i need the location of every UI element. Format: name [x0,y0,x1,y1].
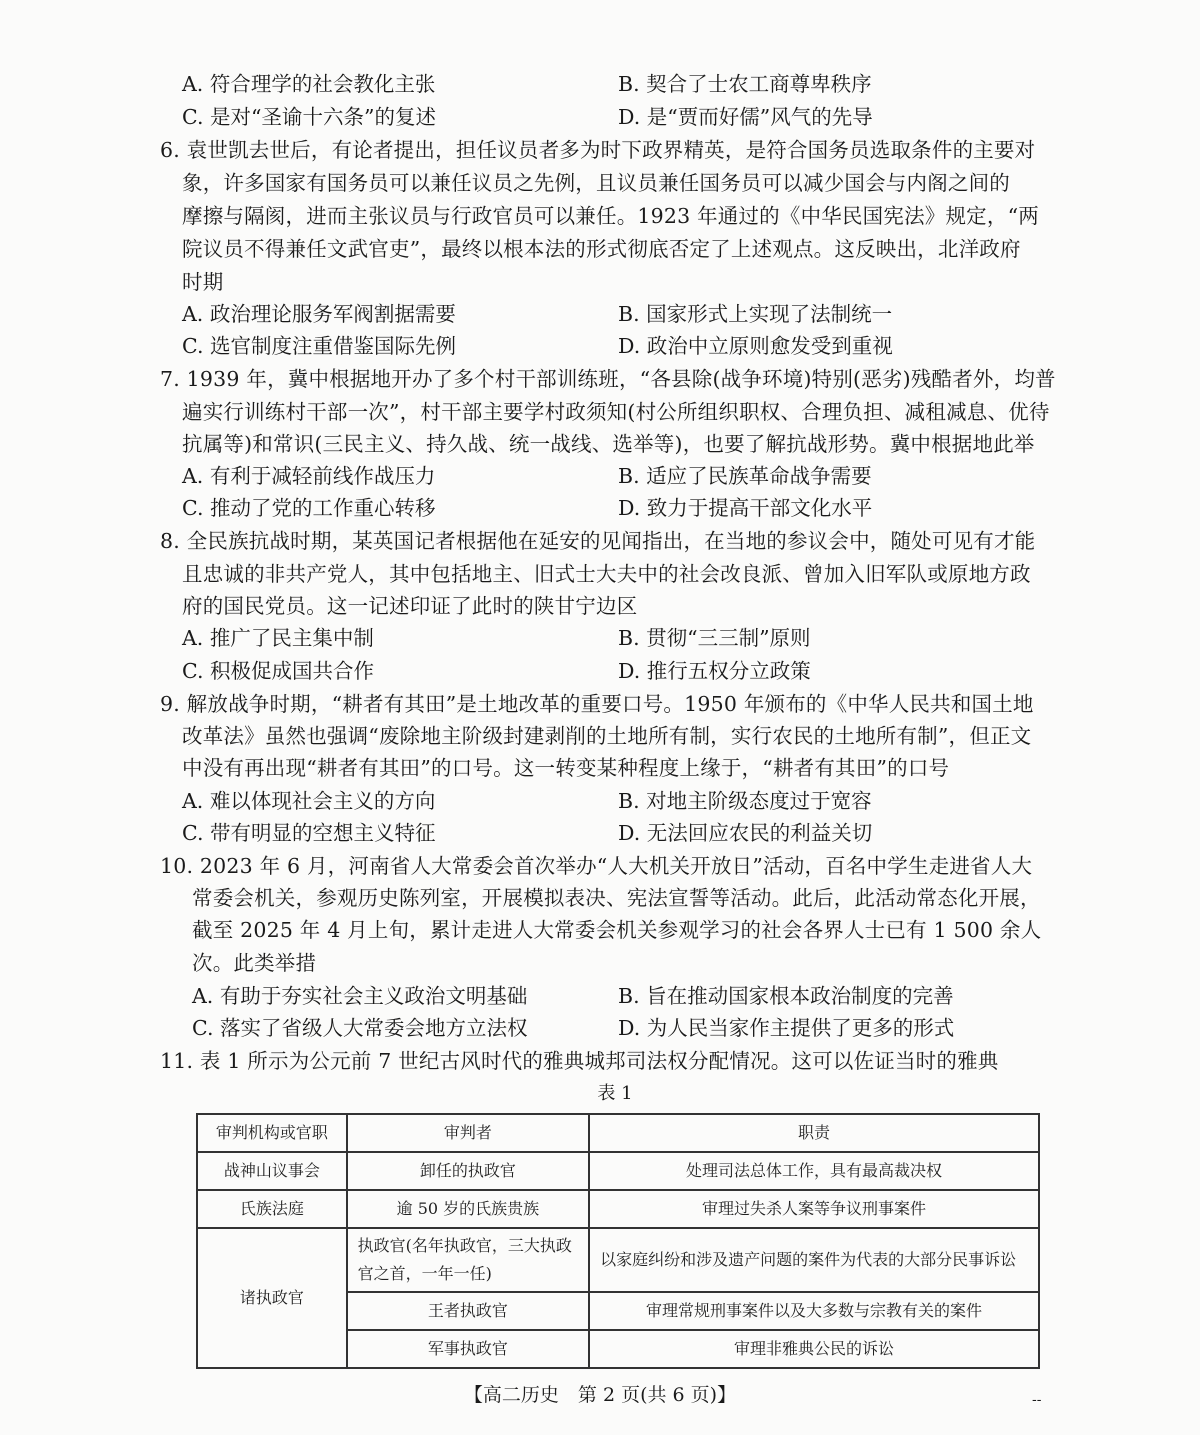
q6-option-c: C. 选官制度注重借鉴国际先例 [182,334,456,358]
q9-option-a: A. 难以体现社会主义的方向 [182,789,436,813]
q6-stem-line: 时期 [182,270,224,294]
q7-stem-line: 抗属等)和常识(三民主义、持久战、统一战线、选举等)，也要了解抗战形势。冀中根据地此举 [182,432,1035,456]
q9-option-c: C. 带有明显的空想主义特征 [182,821,436,845]
table-row [197,1152,1039,1190]
q10-options-row-1 [192,980,1072,1012]
q8-option-b: B. 贯彻“三三制”原则 [618,626,811,650]
q6-options-row-1 [182,298,1062,330]
table-cell: 战神山议事会 [197,1152,347,1190]
table-header-cell: 职责 [589,1114,1039,1152]
q8-option-d: D. 推行五权分立政策 [618,659,811,683]
q10-stem-line: 常委会机关，参观历史陈列室，开展模拟表决、宪法宣誓等活动。此后，此活动常态化开展， [192,886,1041,910]
q9-stem-line: 改革法》虽然也强调“废除地主阶级封建剥削的土地所有制，实行农民的土地所有制”，但正文 [182,724,1032,748]
q6-option-a: A. 政治理论服务军阀割据需要 [182,302,456,326]
q10-option-a: A. 有助于夯实社会主义政治文明基础 [192,984,528,1008]
q8-stem-line: 8. 全民族抗战时期，某英国记者根据他在延安的见闻指出，在当地的参议会中，随处可见有才能 [160,529,1036,553]
q9-stem-line: 中没有再出现“耕者有其田”的口号。这一转变某种程度上缘于，“耕者有其田”的口号 [182,756,950,780]
q5-option-a: A. 符合理学的社会教化主张 [182,72,436,96]
q10-stem-line: 次。此类举措 [192,951,317,975]
table-cell: 王者执政官 [347,1292,589,1330]
table-caption: 表 1 [597,1083,633,1104]
q7-option-d: D. 致力于提高干部文化水平 [618,496,873,520]
q8-stem-line: 府的国民党员。这一记述印证了此时的陕甘宁边区 [182,594,638,618]
q5-option-b: B. 契合了士农工商尊卑秩序 [618,72,872,96]
q9-stem-line: 9. 解放战争时期，“耕者有其田”是土地改革的重要口号。1950 年颁布的《中华人民共和国土地 [160,692,1034,716]
corner-mark: -- [1032,1392,1042,1408]
q10-options-row-2 [192,1012,1072,1044]
q6-stem-line: 院议员不得兼任文武官吏”，最终以根本法的形式彻底否定了上述观点。这反映出，北洋政府 [182,237,1021,261]
q7-stem-line: 7. 1939 年，冀中根据地开办了多个村干部训练班，“各县除(战争环境)特别(恶劣)残酷者外，均普 [160,367,1056,391]
table-group-cell: 诸执政官 [197,1228,347,1368]
q8-options-row-2 [182,655,1062,687]
q5-options-row-1 [182,68,1062,100]
q7-stem-line: 遍实行训练村干部一次”，村干部主要学村政须知(村公所组织职权、合理负担、减租减息、优待 [182,400,1050,424]
table-cell: 执政官(名年执政官，三大执政官之首，一年一任) [347,1228,589,1292]
q9-option-d: D. 无法回应农民的利益关切 [618,821,873,845]
q7-options-row-2 [182,492,1062,524]
q6-options-row-2 [182,330,1062,362]
q6-option-d: D. 政治中立原则愈发受到重视 [618,334,893,358]
q6-stem-line: 象，许多国家有国务员可以兼任议员之先例，且议员兼任国务员可以减少国会与内阁之间的 [182,171,1010,195]
q8-option-c: C. 积极促成国共合作 [182,659,374,683]
q8-stem-line: 且忠诚的非共产党人，其中包括地主、旧式士大夫中的社会改良派、曾加入旧军队或原地方政 [182,562,1031,586]
q7-option-a: A. 有利于减轻前线作战压力 [182,464,436,488]
q5-options-row-2 [182,101,1062,133]
table-header-cell: 审判机构或官职 [197,1114,347,1152]
table-header-row [197,1114,1039,1152]
table-row [197,1190,1039,1228]
q6-stem-line: 摩擦与隔阂，进而主张议员与行政官员可以兼任。1923 年通过的《中华民国宪法》规定，“两 [182,204,1039,228]
table-cell: 卸任的执政官 [347,1152,589,1190]
q8-options-row-1 [182,622,1062,654]
judicial-power-table [196,1113,1040,1369]
q10-option-d: D. 为人民当家作主提供了更多的形式 [618,1016,955,1040]
q6-option-b: B. 国家形式上实现了法制统一 [618,302,893,326]
table-cell: 军事执政官 [347,1330,589,1368]
table-cell: 审理非雅典公民的诉讼 [589,1330,1039,1368]
table-cell: 处理司法总体工作，具有最高裁决权 [589,1152,1039,1190]
q8-option-a: A. 推广了民主集中制 [182,626,374,650]
table-cell: 逾 50 岁的氏族贵族 [347,1190,589,1228]
q7-options-row-1 [182,460,1062,492]
q7-option-b: B. 适应了民族革命战争需要 [618,464,872,488]
q5-option-d: D. 是“贾而好儒”风气的先导 [618,105,873,129]
q5-option-c: C. 是对“圣谕十六条”的复述 [182,105,436,129]
page-footer: 【高二历史 第 2 页(共 6 页)】 [463,1384,737,1406]
q7-option-c: C. 推动了党的工作重心转移 [182,496,436,520]
q9-option-b: B. 对地主阶级态度过于宽容 [618,789,872,813]
table-cell: 审理过失杀人案等争议刑事案件 [589,1190,1039,1228]
table-cell: 氏族法庭 [197,1190,347,1228]
q10-option-c: C. 落实了省级人大常委会地方立法权 [192,1016,528,1040]
q10-option-b: B. 旨在推动国家根本政治制度的完善 [618,984,954,1008]
q10-stem-line: 10. 2023 年 6 月，河南省人大常委会首次举办“人大机关开放日”活动，百名中学生走进省人大 [160,854,1033,878]
q9-options-row-1 [182,785,1062,817]
q10-stem-line: 截至 2025 年 4 月上旬，累计走进人大常委会机关参观学习的社会各界人士已有 1 500 余人 [192,918,1042,942]
table-cell: 审理常规刑事案件以及大多数与宗教有关的案件 [589,1292,1039,1330]
table-header-cell: 审判者 [347,1114,589,1152]
q6-stem-line: 6. 袁世凯去世后，有论者提出，担任议员者多为时下政界精英，是符合国务员选取条件的主要对 [160,138,1036,162]
table-row [197,1228,1039,1292]
q9-options-row-2 [182,817,1062,849]
q11-stem-line: 11. 表 1 所示为公元前 7 世纪古风时代的雅典城邦司法权分配情况。这可以佐证当时的雅典 [160,1049,999,1073]
table-cell: 以家庭纠纷和涉及遗产问题的案件为代表的大部分民事诉讼 [589,1228,1039,1292]
